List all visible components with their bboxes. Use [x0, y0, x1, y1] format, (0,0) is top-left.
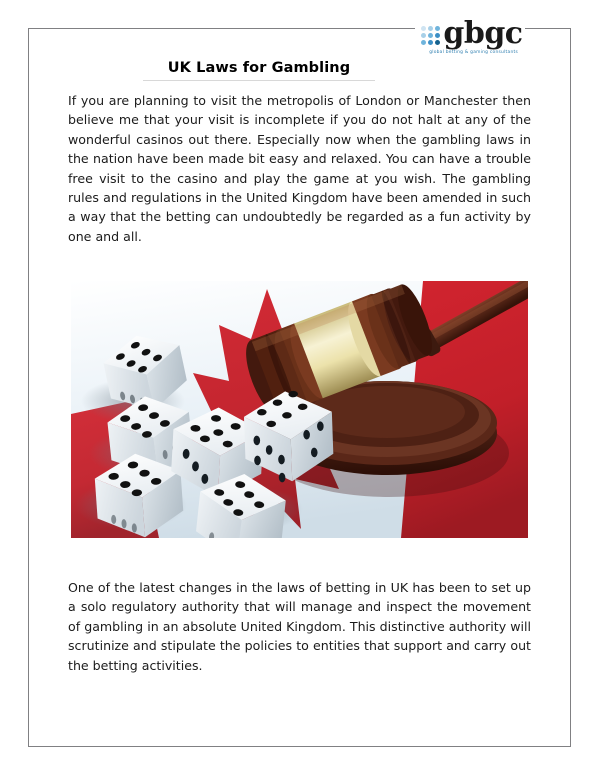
logo-dot-grid-icon: [421, 26, 440, 45]
logo-wordmark: gbgc: [443, 16, 523, 51]
figure-dice-gavel-flag: [71, 281, 528, 538]
article-content-lower: [68, 578, 531, 675]
gbgc-logo: [415, 14, 525, 64]
paragraph-intro: If you are planning to visit the metropolis of London or Manchester then believe me that your visit is incomplete if you do not halt at any of the wonderful casinos out there. Especially now when the gambling laws in the nation have been made bit easy and relaxed. You can have a trouble free visit to the casino and play the game at you wish. The gambling rules and regulations in the United Kingdom have been amended in such a way that the betting can undoubtedly be regarded as a fun activity by one and all.: [68, 93, 531, 244]
figure-illustration: [71, 281, 528, 538]
paragraph-regulation: One of the latest changes in the laws of betting in UK has been to set up a solo regulatory authority that will manage and inspect the movement of gambling in an absolute United Kingdom. This distinctive authority will scrutinize and stipulate the policies to entities that support and carry out the betting activities.: [68, 580, 531, 673]
logo-wordmark-row: [421, 16, 523, 51]
page-title: UK Laws for Gambling: [143, 60, 375, 81]
article-content: [68, 60, 531, 246]
logo-tagline: global betting & gaming consultants: [429, 50, 518, 55]
